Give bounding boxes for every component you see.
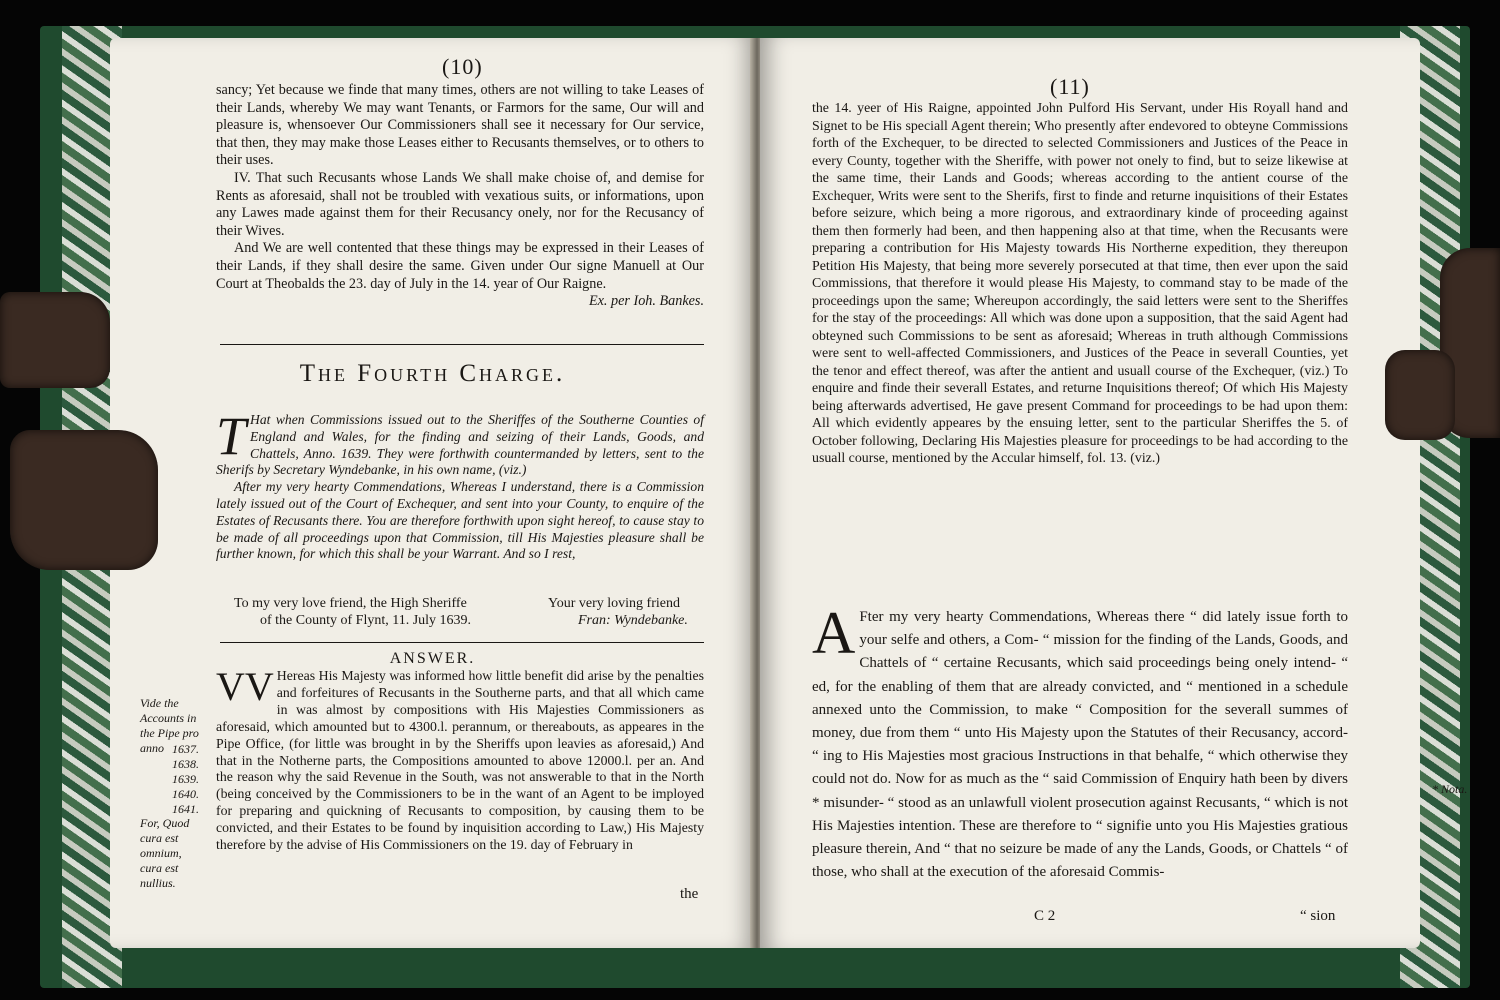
signed-line: Ex. per Ioh. Bankes. bbox=[588, 293, 704, 310]
margin-year: 1637. bbox=[172, 742, 199, 756]
letter-text-block bbox=[812, 600, 1348, 884]
letter-paragraph: Fter my very hearty Commendations, Whereas there “ did lately issue forth to your selfe and others, a Com- “ mission for the finding of the Lands, Goods, and Chattels of “ certaine Recusants, which said proceedings being onely intend- “ ed, for the enabling of them that are already convicted, and “ mentioned in a schedule annexed unto the Commission, to make “ Composition for the severall summes of money, due from them “ unto His Majesty upon the Statutes of their Recusancy, accord- “ ing to His Majesties most gracious Instructions in that behalfe, “ which otherwise they could not do. Now for as much as the “ said Commission of Enquiry hath been by divers * misunder- “ stood as an unlawfull violent prosecution against Recusants, “ which is not His Majesties intention. These are therefore to “ signifie unto you His Majesties gratious pleasure therein, And “ that no seizure be made of any the Lands, Goods, or Chattels “ of those, who shall at the execution of the aforesaid Commis- bbox=[812, 609, 1348, 881]
paragraph: the 14. yeer of His Raigne, appointed John Pulford His Servant, under His Royall hand and Signet to be His speciall Agent therein; Who presently after endevored to obteyne Commissions forth of the Exchequer, to be directed to selected Commissioners and Justices of the Peace in every County, together with the Sheriffe, with power not onely to find, but to seize likewise at the same time, their Lands and Goods; whereas according to the antient course of the Exchequer, Writs were sent to the Sherifs, first to finde and returne inquisitions of their Estates before seizure, which being a more rigorous, and extraordinary kinde of proceeding against them then formerly had been, and then happening also at that time, when the Recusants were preparing a contribution for His Majesty towards His Northerne expedition, they thereupon Petition His Majesty, that being more severely porsecuted at that time, then ever upon the said Commissions, that therefore it would please His Majesty, to command stay to be made of the proceedings upon the same; Whereupon accordingly, the said letters were sent to the Sheriffes for the stay of the proceedings: All which was done upon a supposition, that the said Agent had obteyned such Commissions to be sent as aforesaid; Whereas in truth although Commissions were sent to well-affected Commissioners, and Justices of the Peace in severall Counties, yet the tenor and effect thereof, was after the antient and usuall course of the Exchequer, (viz.) To enquire and finde their severall Estates, and returne Inquisitions thereof; Of which His Majesty being afterwards advertised, He gave present Command for proceedings to be had upon them: All which evidently appeares by the ensuing letter, sent to the particular Sheriffes the 5. of October following, Declaring His Majesties pleasure for proceedings to be had according to the usuall course, mentioned by the Accular himself, fol. 13. (viz.) bbox=[812, 101, 1348, 466]
answer-text-block bbox=[216, 664, 704, 854]
left-page bbox=[110, 38, 755, 948]
answer-paragraph: Hereas His Majesty was informed how little benefit did arise by the penalties and forfeitures of Recusants in the Southerne parts, and that all which came in was almost by compositions with His Majesties Commissioners as aforesaid, which amounted but to 4300.l. perannum, or thereabouts, as appeares in the Pipe Office, (for little was brought in by the Sheriffs upon leavies as aforesaid,) And that in the Notherne parts, the Compositions amounted to above 12000.l. per an. And the reason why the said Revenue in the South, was not answerable to that in the North (being conceived by the Commissioners to be in the want of an Agent to be imployed for preparing and quickning of Recusants to composition, by causing them to be convicted, and their Estates to be found by inquisition according to Law,) His Majesty therefore by the advise of His Commissioners on the 19. day of February in bbox=[216, 668, 704, 853]
divider-rule bbox=[220, 642, 704, 643]
margin-year: 1638. bbox=[172, 757, 199, 771]
margin-years bbox=[172, 742, 212, 817]
paragraph: IV. That such Recusants whose Lands We shall make choise of, and demise for Rents as aforesaid, shall not be troubled with vexatious suits, or informations, upon any Lawes made against them for their Recusancy onely, nor for the Recusancy of their Wives. bbox=[216, 169, 704, 239]
drop-cap: A bbox=[812, 600, 856, 666]
charge-text-block bbox=[216, 406, 704, 563]
section-heading: The Fourth Charge. bbox=[299, 360, 566, 387]
answer-heading: ANSWER. bbox=[389, 650, 476, 667]
letter-paragraph: After my very hearty Commendations, Whereas I understand, there is a Commission lately issued out of the Court of Exchequer, and sent into your County, to enquire of the Estates of Recusants there. You are therefore forthwith upon sight hereof, to cause stay to be made of all proceedings upon that Commission, till His Majesties pleasure shall be further known, for which this shall be your Warrant. And so I rest, bbox=[216, 479, 704, 562]
margin-year: 1639. bbox=[172, 772, 199, 786]
margin-note: Vide the Accounts in the Pipe pro anno bbox=[140, 696, 199, 755]
margin-note: For, Quod cura est omnium, cura est nullius. bbox=[140, 816, 190, 890]
paragraph: sancy; Yet because we finde that many times, others are not willing to take Leases of their Lands, whereby We may want Tenants, or Farmors for the same, Our will and pleasure is, whensoever Our Commissioners shall see it necessary for Our service, that then, they may make those Leases either to Recusants themselves, or to others to their uses. bbox=[216, 82, 704, 169]
margin-year: 1640. bbox=[172, 787, 199, 801]
divider-rule bbox=[220, 344, 704, 345]
paragraph: And We are well contented that these things may be expressed in their Leases of their Lands, if they shall desire the same. Given under Our signe Manuell at Our Court at Theobalds the 23. day of July in the 14. year of Our Raigne. bbox=[216, 240, 704, 292]
right-text-block bbox=[812, 100, 1348, 468]
closing-line: Your very loving friend bbox=[548, 596, 680, 611]
signature-mark: C 2 bbox=[1034, 908, 1056, 924]
catchword: the bbox=[680, 886, 699, 902]
margin-note: * Nota. bbox=[1432, 782, 1468, 796]
page-number: (11) bbox=[1050, 74, 1090, 99]
page-number: (10) bbox=[442, 54, 483, 79]
drop-cap: VV bbox=[216, 664, 274, 709]
catchword: “ sion bbox=[1300, 908, 1336, 924]
left-text-block-top bbox=[216, 82, 704, 311]
margin-year: 1641. bbox=[172, 802, 199, 816]
closing-signature: Fran: Wyndebanke. bbox=[578, 613, 688, 628]
clasp-left-upper bbox=[0, 292, 110, 388]
address-line: To my very love friend, the High Sheriffe bbox=[234, 596, 467, 611]
charge-paragraph: Hat when Commissions issued out to the Sheriffes of the Southerne Counties of England and Wales, for the finding and seizing of their Lands, Goods, and Chattels, Anno. 1639. They were forthwith countermanded by letters, sent to the Sherifs by Secretary Wyndebanke, in his own name, (viz.) bbox=[216, 412, 704, 478]
clasp-left-lower bbox=[10, 430, 158, 570]
drop-cap: T bbox=[216, 406, 247, 466]
right-page bbox=[760, 38, 1420, 948]
clasp-right-inner bbox=[1385, 350, 1455, 440]
address-line: of the County of Flynt, 11. July 1639. bbox=[260, 613, 472, 628]
